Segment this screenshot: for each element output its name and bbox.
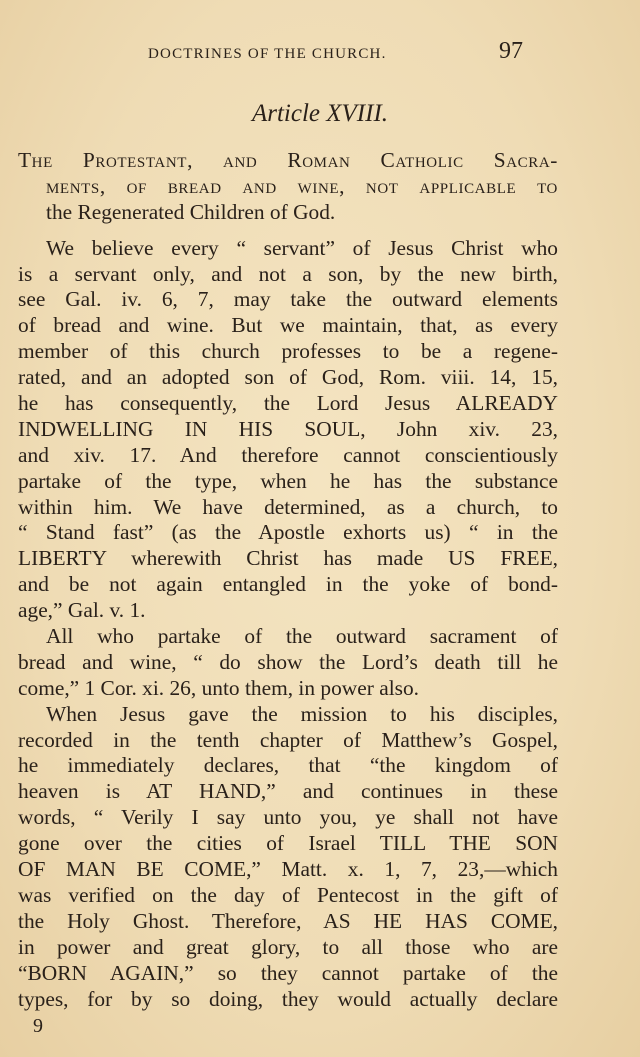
text-line: partake of the type, when he has the substance — [18, 468, 558, 493]
text-line: gone over the cities of Israel TILL THE SON — [18, 831, 558, 856]
text-line: and xiv. 17. And therefore cannot conscientiously — [18, 442, 558, 467]
text-line: recorded in the tenth chapter of Matthew’s Gospel, — [18, 727, 558, 752]
text-line: “BORN AGAIN,” so they cannot partake of the — [18, 960, 558, 985]
text-line: types, for by so doing, they would actually declare — [18, 986, 558, 1011]
text-line: “ Stand fast” (as the Apostle exhorts us) “ in the — [18, 520, 558, 545]
text-line: All who partake of the outward sacrament of — [46, 624, 558, 649]
text-line: the Holy Ghost. Therefore, AS HE HAS COME, — [18, 908, 558, 933]
article-body — [18, 148, 558, 1012]
text-line: member of this church professes to be a regene- — [18, 339, 558, 364]
text-line: LIBERTY wherewith Christ has made US FREE, — [18, 546, 558, 571]
text-line: age,” Gal. v. 1. — [18, 598, 146, 623]
text-line: in power and great glory, to all those who are — [18, 934, 558, 959]
text-line: was verified on the day of Pentecost in the gift of — [18, 882, 558, 907]
text-line: INDWELLING IN HIS SOUL, John xiv. 23, — [18, 416, 558, 441]
heading-line: The Protestant, and Roman Catholic Sacra- — [18, 148, 558, 172]
text-line: bread and wine, “ do show the Lord’s death till he — [18, 649, 558, 674]
signature-mark: 9 — [33, 1015, 43, 1037]
page-header — [0, 40, 640, 70]
text-line: come,” 1 Cor. xi. 26, unto them, in power also. — [18, 675, 420, 700]
text-line: OF MAN BE COME,” Matt. x. 1, 7, 23,—which — [18, 857, 558, 882]
text-line: of bread and wine. But we maintain, that, as every — [18, 313, 558, 338]
text-line: see Gal. iv. 6, 7, may take the outward elements — [18, 287, 558, 312]
text-line: rated, and an adopted son of God, Rom. viii. 14, 15, — [18, 365, 558, 390]
text-line: he immediately declares, that “the kingdom of — [18, 753, 558, 778]
running-head: DOCTRINES OF THE CHURCH. — [148, 46, 387, 62]
text-line: within him. We have determined, as a church, to — [18, 494, 558, 519]
page-number: 97 — [499, 38, 523, 64]
heading-line: the Regenerated Children of God. — [46, 199, 336, 224]
text-line: he has consequently, the Lord Jesus ALREADY — [18, 391, 558, 416]
article-title: Article XVIII. — [251, 100, 389, 127]
text-line: We believe every “ servant” of Jesus Christ who — [46, 235, 558, 260]
text-line: When Jesus gave the mission to his disciples, — [46, 701, 558, 726]
text-line: heaven is AT HAND,” and continues in these — [18, 779, 558, 804]
text-line: words, “ Verily I say unto you, ye shall not have — [18, 805, 558, 830]
text-line: is a servant only, and not a son, by the new birth, — [18, 261, 558, 286]
heading-line: ments, of bread and wine, not applicable to — [46, 173, 558, 198]
text-line: and be not again entangled in the yoke of bond- — [18, 572, 558, 597]
